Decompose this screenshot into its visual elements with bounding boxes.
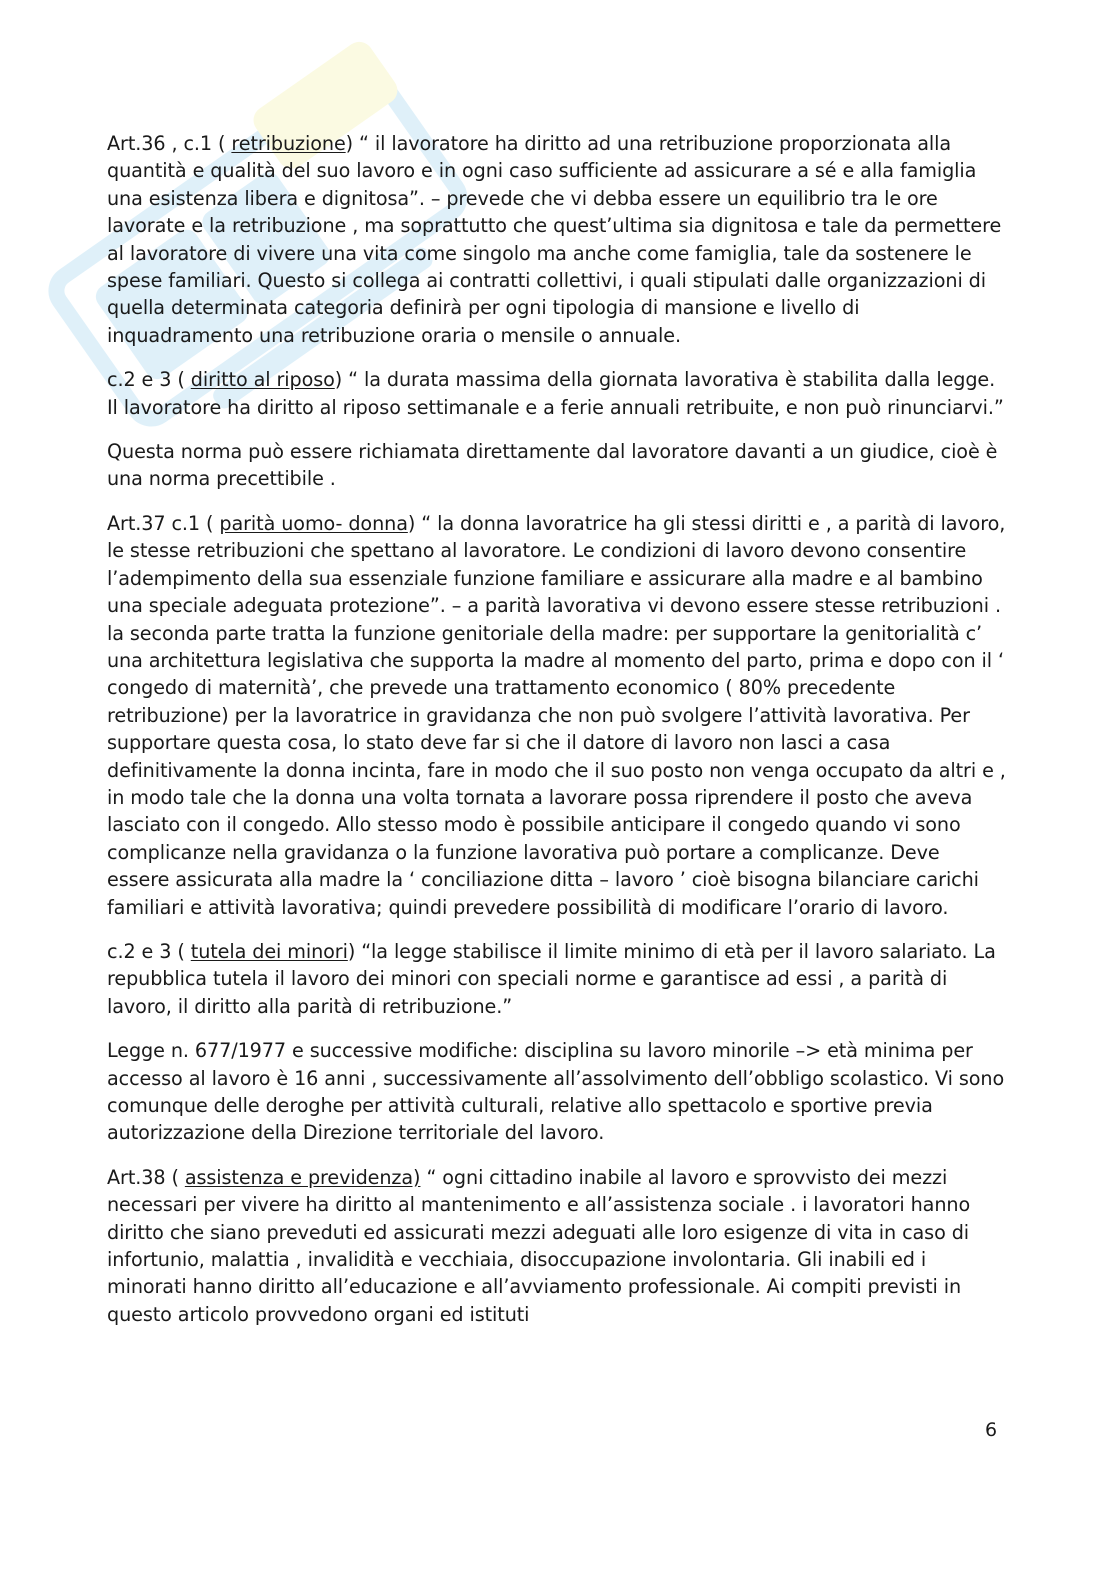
section-heading: parità uomo- donna [219, 511, 408, 535]
paragraph-art36-retribuzione: Art.36 , c.1 ( retribuzione) “ il lavoratore ha diritto ad una retribuzione proporzionata alla quantità e qualità del suo lavoro e in ogni caso sufficiente ad assicurare a sé e alla famiglia una esistenza libera e dignitosa”. – prevede che vi debba essere un equilibrio tra le ore lavorate e la retribuzione , ma soprattutto che quest’ultima sia dignitosa e tale da permettere al lavoratore di vivere una vita come singolo ma anche come famiglia, tale da sostenere le spese familiari. Questo si collega ai contratti collettivi, i quali stipulati dalle organizzazioni di quella determinata categoria definirà per ogni tipologia di mansione e livello di inquadramento una retribuzione oraria o mensile o annuale. [107, 132, 1002, 347]
paragraph-art38-assistenza: Art.38 ( assistenza e previdenza) “ ogni cittadino inabile al lavoro e sprovvisto dei mezzi necessari per vivere ha diritto al mantenimento e all’assistenza sociale . i lavoratori hanno diritto che siano preveduti ed assicurati mezzi adeguati alle loro esigenze di vita in caso di infortunio, malattia , invalidità e vecchiaia, disoccupazione involontaria. Gli inabili ed i minorati hanno diritto all’educazione e all’avviamento professionale. Ai compiti previsti in questo articolo provvedono organi ed istituti [107, 1165, 971, 1326]
section-heading: tutela dei minori [190, 939, 348, 963]
page-number: 6 [985, 1419, 998, 1441]
section-heading: diritto al riposo [190, 368, 335, 392]
paragraph-art37-parita: Art.37 c.1 ( parità uomo- donna) “ la donna lavoratrice ha gli stessi diritti e , a parità di lavoro, le stesse retribuzioni che spettano al lavoratore. Le condizioni di lavoro devono consentire l’adempimento della sua essenziale funzione familiare e assicurare alla madre e al bambino una speciale adeguata protezione”. – a parità lavorativa vi devono essere stesse retribuzioni . la seconda parte tratta la funzione genitoriale della madre: per supportare la genitorialità c’ una architettura legislativa che supporta la madre al momento del parto, prima e dopo con il ‘ congedo di maternità’, che prevede una trattamento economico ( 80% precedente retribuzione) per la lavoratrice in gravidanza che non può svolgere l’attività lavorativa. Per supportare questa cosa, lo stato deve far si che il datore di lavoro non lasci a casa definitivamente la donna incinta, fare in modo che il suo posto non venga occupato da altri e , in modo tale che la donna una volta tornata a lavorare possa riprendere il posto che aveva lasciato con il congedo. Allo stesso modo è possibile anticipare il congedo quando vi sono complicanze nella gravidanza o la funzione lavorativa può portare a complicanze. Deve essere assicurata alla madre la ‘ conciliazione ditta – lavoro ’ cioè bisogna bilanciare carichi familiari e attività lavorativa; quindi prevedere possibilità di modificare l’orario di lavoro. [107, 511, 1006, 919]
section-heading: assistenza e previdenza) [184, 1165, 421, 1189]
paragraph-norma-precettibile: Questa norma può essere richiamata direttamente dal lavoratore davanti a un giudice, cioè è una norma precettibile . [107, 440, 998, 491]
section-heading: retribuzione [231, 132, 346, 155]
paragraph-diritto-riposo: c.2 e 3 ( diritto al riposo) “ la durata massima della giornata lavorativa è stabilita dalla legge. Il lavoratore ha diritto al riposo settimanale e a ferie annuali retribuite, e non può rinunciarvi.” [107, 368, 1004, 419]
paragraph-legge-677: Legge n. 677/1977 e successive modifiche: disciplina su lavoro minorile –> età minima per accesso al lavoro è 16 anni , successivamente all’assolvimento dell’obbligo scolastico. Vi sono comunque delle deroghe per attività culturali, relative allo spettacolo e sportive previa autorizzazione della Direzione territoriale del lavoro. [107, 1039, 1005, 1145]
paragraph-tutela-minori: c.2 e 3 ( tutela dei minori) “la legge stabilisce il limite minimo di età per il lavoro salariato. La repubblica tutela il lavoro dei minori con speciali norme e garantisce ad essi , a parità di lavoro, il diritto alla parità di retribuzione.” [107, 939, 996, 1018]
document-body [107, 130, 1007, 1345]
